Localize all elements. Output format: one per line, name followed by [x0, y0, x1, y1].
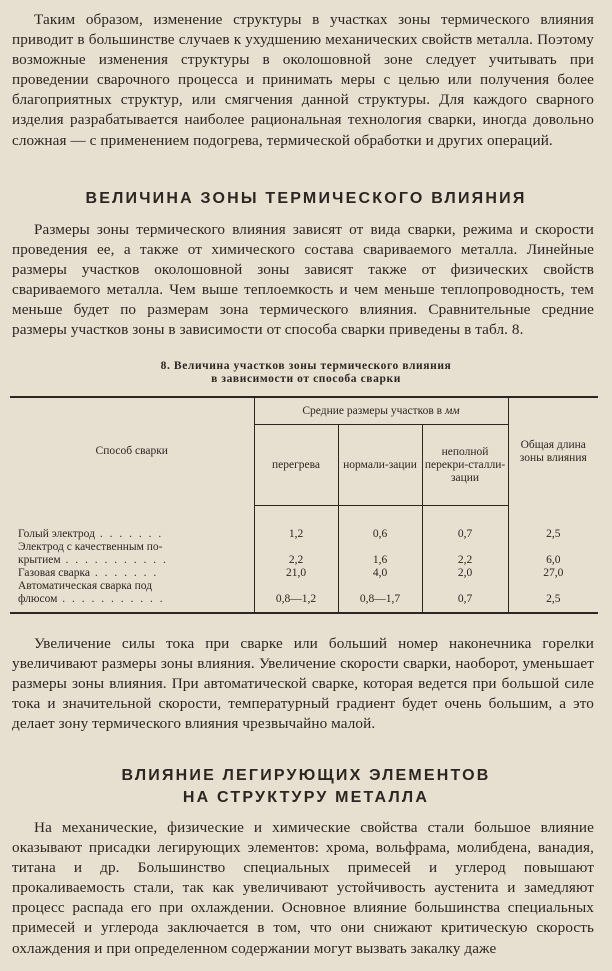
table-row [10, 567, 598, 580]
cell-method [10, 541, 254, 554]
paragraph-alloying-elements: На механические, физические и химические свойства стали большое влияние оказывают присадки легирующих элементов: хрома, вольфрама, молибдена, ванадия, титана и др. Большинство специальных примесей и углерод повышают прокаливаемость стали, так как увеличивают устойчивость аустенита и замедляют процесс распада его при охлаждении. Основное влияние большинства специальных примесей и углерода заключается в том, что они снижают критическую скорость охлаждения и при определенном содержании могут вызвать закалку даже [12, 819, 594, 957]
section-heading-zone-size: ВЕЛИЧИНА ЗОНЫ ТЕРМИЧЕСКОГО ВЛИЯНИЯ [85, 190, 527, 207]
method-text: Газовая сварка [18, 567, 90, 579]
cell-partial [422, 541, 508, 554]
cell-overheat [254, 580, 338, 593]
header-unit: мм [444, 404, 460, 417]
cell-method [10, 506, 254, 542]
cell-partial: 2,2 [422, 554, 508, 567]
cell-partial: 0,7 [422, 593, 508, 613]
cell-overheat [254, 541, 338, 554]
cell-method [10, 567, 254, 580]
header-total-length: Общая длина зоны влияния [508, 397, 598, 506]
cell-total [508, 541, 598, 554]
header-average-sizes [254, 397, 508, 425]
paragraph-zone-size: Размеры зоны термического влияния зависят от вида сварки, режима и скорости проведения ее, а также от химического состава свариваемого металла. Линейные размеры участков околошовной зоны зависят также от физических свойств свариваемого металла. Чем выше теплоемкость и чем меньше теплопроводность, тем меньше будет по размерам зона термического влияния. Сравнительные средние размеры участков зоны в зависимости от способа сварки приведены в табл. 8. [12, 221, 594, 339]
cell-normal [338, 541, 422, 554]
method-text: Электрод с качественным по- [18, 541, 163, 553]
leader-dots: . . . . . . . [90, 567, 159, 579]
cell-partial [422, 580, 508, 593]
cell-total: 6,0 [508, 554, 598, 567]
table-caption-line-2: в зависимости от способа сварки [211, 373, 401, 385]
cell-normal: 0,8—1,7 [338, 593, 422, 613]
header-partial-recrystallization: неполной перекри-сталли-зации [422, 425, 508, 506]
cell-total [508, 580, 598, 593]
cell-overheat: 0,8—1,2 [254, 593, 338, 613]
zone-size-table [10, 396, 598, 614]
method-text: Голый электрод [18, 528, 95, 540]
table-row [10, 541, 598, 554]
header-average-sizes-text: Средние размеры участков в [302, 404, 443, 417]
cell-total: 27,0 [508, 567, 598, 580]
cell-method [10, 580, 254, 593]
cell-normal: 1,6 [338, 554, 422, 567]
method-text: Автоматическая сварка под [18, 580, 153, 592]
leader-dots: . . . . . . . . . . . [60, 554, 168, 566]
cell-partial: 2,0 [422, 567, 508, 580]
leader-dots: . . . . . . . [94, 528, 164, 540]
section-heading-alloying-line-2: НА СТРУКТУРУ МЕТАЛЛА [182, 789, 430, 806]
cell-partial: 0,7 [422, 506, 508, 542]
leader-dots: . . . . . . . . . . . [57, 593, 165, 605]
paragraph-structure-changes: Таким образом, изменение структуры в участках зоны термического влияния приводит в большинстве случаев к ухудшению механических свойств металла. Поэтому возможные изменения структуры в околошовной зоне следует учитывать при проведении сварочного процесса и принимать меры с целью или получения более благоприятных структур, или смягчения данной структуры. Для каждого сварного изделия разрабатывается наиболее рациональная технология сварки, иногда довольно сложная — с применением подогрева, термической обработки и других операций. [12, 11, 594, 149]
cell-normal [338, 580, 422, 593]
section-heading-alloying-line-1: ВЛИЯНИЕ ЛЕГИРУЮЩИХ ЭЛЕМЕНТОВ [121, 767, 491, 784]
cell-total: 2,5 [508, 593, 598, 613]
cell-overheat: 1,2 [254, 506, 338, 542]
cell-method [10, 593, 254, 613]
cell-normal: 4,0 [338, 567, 422, 580]
method-text: крытием [18, 554, 61, 566]
header-method: Способ сварки [10, 397, 254, 506]
cell-method [10, 554, 254, 567]
cell-normal: 0,6 [338, 506, 422, 542]
cell-total: 2,5 [508, 506, 598, 542]
header-overheat: перегрева [254, 425, 338, 506]
table-row [10, 506, 598, 542]
table-row [10, 554, 598, 567]
cell-overheat: 21,0 [254, 567, 338, 580]
cell-overheat: 2,2 [254, 554, 338, 567]
table-row [10, 593, 598, 613]
table-row [10, 580, 598, 593]
paragraph-current-speed: Увеличение силы тока при сварке или больший номер наконечника горелки увеличивают размеры зоны влияния. Увеличение скорости сварки, наоборот, уменьшает размеры зоны влияния. При автоматической сварке, которая ведется при большой силе тока и значительной скорости, температурный градиент будет очень большим, а это делает зону термического влияния чрезвычайно малой. [12, 635, 594, 733]
header-normalization: нормали-зации [338, 425, 422, 506]
table-caption-line-1: 8. Величина участков зоны термического влияния [160, 360, 452, 372]
method-text: флюсом [18, 593, 58, 605]
